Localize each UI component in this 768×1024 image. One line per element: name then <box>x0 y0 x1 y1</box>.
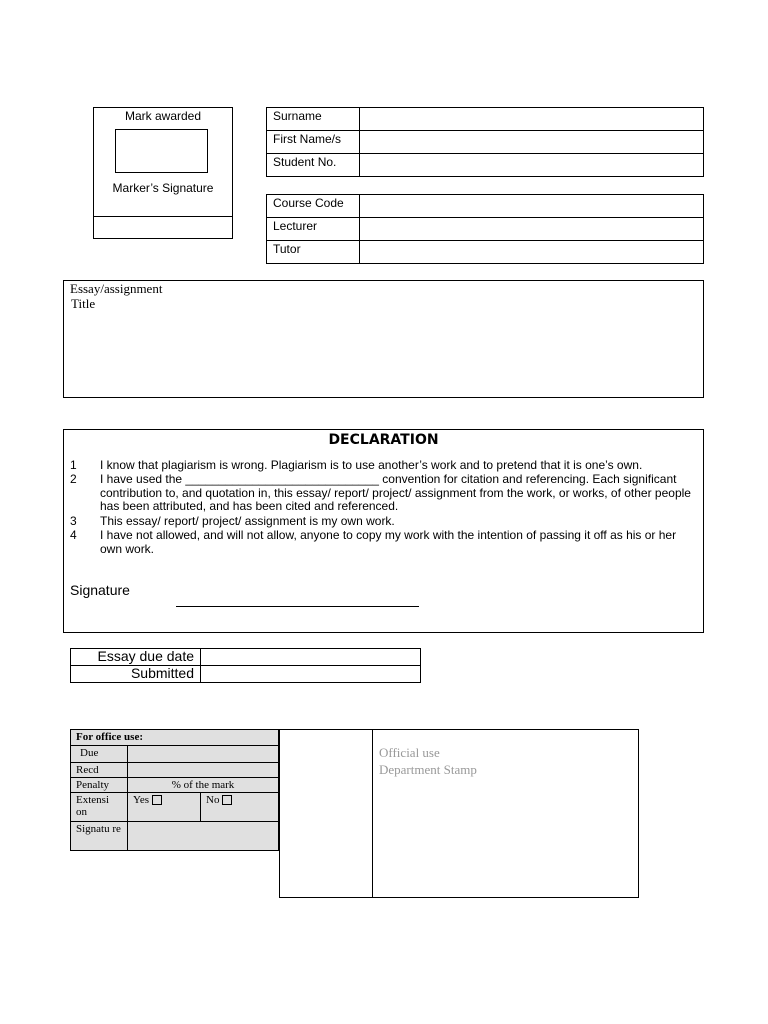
table-row <box>71 822 279 851</box>
table-row <box>267 218 704 241</box>
department-stamp-box <box>372 729 639 898</box>
essay-due-date-label: Essay due date <box>71 649 201 666</box>
divider <box>94 216 232 217</box>
penalty-label: Penalty <box>71 778 128 793</box>
declaration-item <box>70 515 700 529</box>
table-row <box>71 746 279 763</box>
course-code-field[interactable] <box>360 195 704 218</box>
declaration-item <box>70 459 700 473</box>
item-number: 2 <box>70 472 77 486</box>
due-label: Due <box>71 746 128 763</box>
recd-label: Recd <box>71 763 128 778</box>
tutor-field[interactable] <box>360 241 704 264</box>
table-row <box>267 108 704 131</box>
department-stamp-label: Department Stamp <box>379 762 477 777</box>
checkbox-icon[interactable] <box>222 795 232 805</box>
penalty-field[interactable]: % of the mark <box>128 778 279 793</box>
item-text: I have not allowed, and will not allow, anyone to copy my work with the intention of passing it off as his or her own work. <box>100 528 677 556</box>
title-label: Title <box>71 296 96 311</box>
due-date-table <box>70 648 421 683</box>
table-row <box>267 154 704 177</box>
surname-label: Surname <box>267 108 360 131</box>
signature-line[interactable] <box>176 606 419 607</box>
item-text: This essay/ report/ project/ assignment is my own work. <box>100 514 395 528</box>
signature-label: Signature <box>70 582 130 598</box>
course-code-label: Course Code <box>267 195 360 218</box>
mark-input-box[interactable] <box>115 129 208 173</box>
office-signature-label: Signatu re <box>71 822 128 851</box>
extension-label: Extensi on <box>71 793 128 822</box>
office-due-field[interactable] <box>128 746 279 763</box>
office-signature-field[interactable] <box>128 822 279 851</box>
table-row <box>267 131 704 154</box>
recd-field[interactable] <box>128 763 279 778</box>
table-row <box>71 763 279 778</box>
tutor-label: Tutor <box>267 241 360 264</box>
declaration-title: DECLARATION <box>328 432 439 448</box>
table-row <box>267 241 704 264</box>
item-text: I have used the _____________________________ convention for citation and referencing. Each significant contribution to, and quotation in, this essay/ report/ project/ assignment from the work, or works, of other people has been attributed, and has been cited and referenced. <box>100 472 691 513</box>
checkbox-icon[interactable] <box>152 795 162 805</box>
student-no-label: Student No. <box>267 154 360 177</box>
first-name-label: First Name/s <box>267 131 360 154</box>
mark-awarded-label: Mark awarded <box>124 109 202 123</box>
table-row <box>267 195 704 218</box>
table-row <box>71 730 279 746</box>
item-number: 1 <box>70 458 77 472</box>
declaration-item <box>70 473 700 514</box>
essay-title-box[interactable] <box>63 280 704 398</box>
lecturer-label: Lecturer <box>267 218 360 241</box>
item-number: 3 <box>70 514 77 528</box>
submitted-label: Submitted <box>71 666 201 683</box>
table-row <box>71 778 279 793</box>
course-info-table <box>266 194 704 264</box>
office-use-header: For office use: <box>71 730 279 746</box>
essay-due-date-field[interactable] <box>201 649 421 666</box>
mark-awarded-box <box>93 107 233 239</box>
item-number: 4 <box>70 528 77 542</box>
essay-label: Essay/assignment <box>70 281 163 296</box>
extension-yes-option[interactable] <box>128 793 201 822</box>
marker-signature-label: Marker’s Signature <box>112 181 214 195</box>
table-row <box>71 666 421 683</box>
no-label: No <box>206 794 220 806</box>
student-no-field[interactable] <box>360 154 704 177</box>
student-info-table <box>266 107 704 177</box>
official-use-label: Official use <box>379 745 440 760</box>
first-name-field[interactable] <box>360 131 704 154</box>
submitted-field[interactable] <box>201 666 421 683</box>
lecturer-field[interactable] <box>360 218 704 241</box>
yes-label: Yes <box>133 794 150 806</box>
extension-no-option[interactable] <box>201 793 279 822</box>
item-text: I know that plagiarism is wrong. Plagiarism is to use another’s work and to pretend that it is one’s own. <box>100 458 643 472</box>
table-row <box>71 649 421 666</box>
declaration-item <box>70 529 700 556</box>
table-row <box>71 793 279 822</box>
surname-field[interactable] <box>360 108 704 131</box>
office-use-table <box>70 729 279 851</box>
stamp-side-box <box>279 729 373 898</box>
declaration-box <box>63 429 704 633</box>
